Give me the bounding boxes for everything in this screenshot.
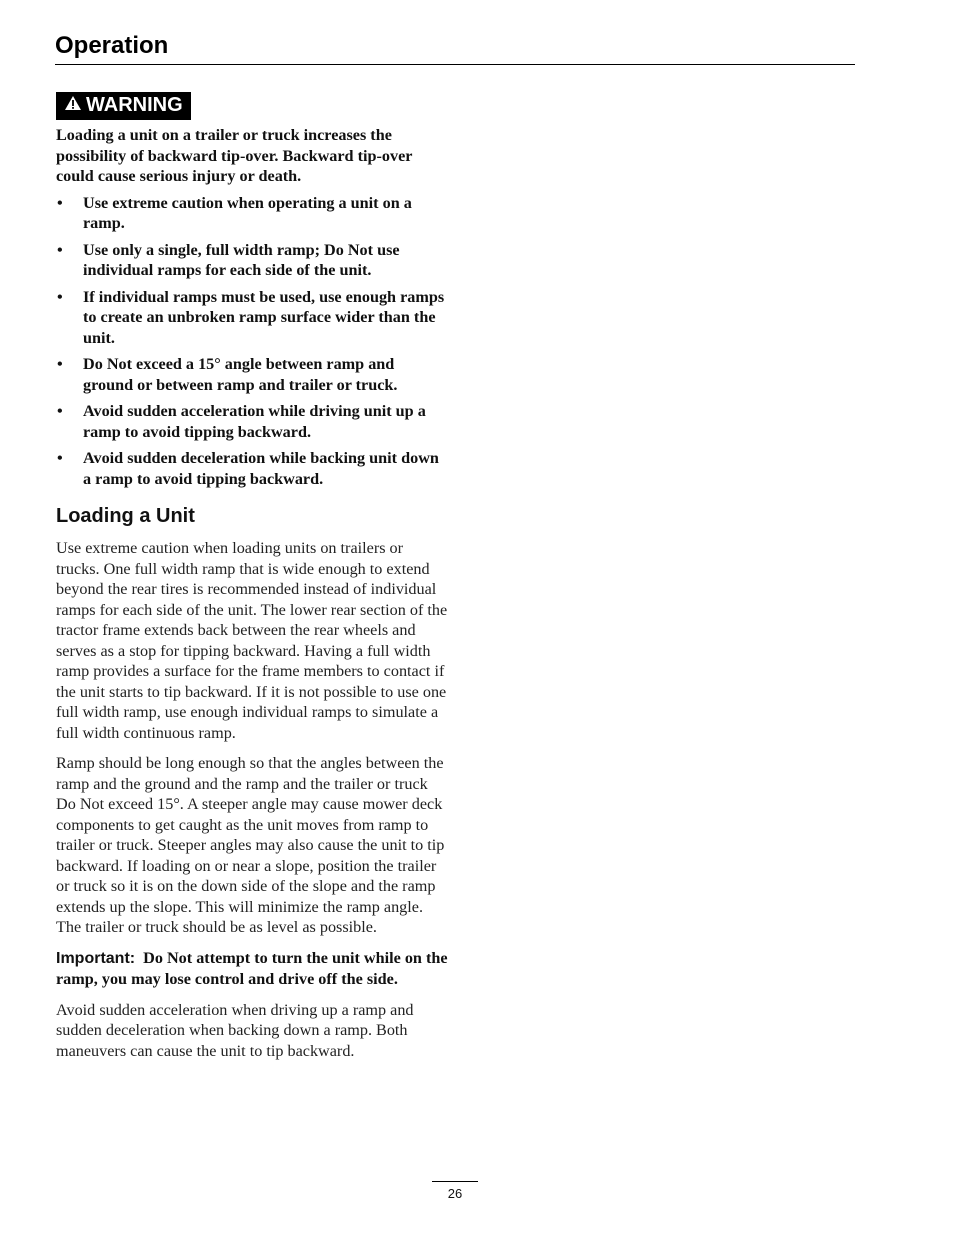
bullet-icon: • — [57, 355, 63, 373]
warning-item — [56, 354, 448, 395]
bullet-icon: • — [57, 193, 63, 212]
important-text: Do Not attempt to turn the unit while on the ramp, you may lose control and drive off the side. — [56, 948, 448, 988]
bullet-icon: • — [57, 449, 63, 467]
body-paragraph-3: Avoid sudden acceleration when driving up a ramp and sudden deceleration when backing down a ramp. Both maneuvers can cause the unit to tip backward. — [56, 1000, 414, 1060]
page-title: Operation — [55, 32, 169, 59]
body-paragraph-1: Use extreme caution when loading units on trailers or trucks. One full width ramp that is wide enough to extend beyond the rear tires is recommended instead of individual ramps for each side of the unit. The lower rear section of the tractor frame extends back between the rear wheels and serves as a stop for tipping backward. Having a full width ramp provides a surface for the frame members to contact if the unit starts to tip backward. If it is not possible to use one full width ramp, use enough individual ramps to simulate a full width continuous ramp. — [56, 539, 448, 742]
warning-item — [56, 448, 448, 489]
bullet-icon: • — [57, 240, 63, 259]
warning-item-text: Use extreme caution when operating a unit on a ramp. — [83, 193, 412, 232]
warning-item-text: Avoid sudden acceleration while driving unit up a ramp to avoid tipping backward. — [83, 402, 426, 441]
warning-item — [56, 401, 448, 442]
warning-intro: Loading a unit on a trailer or truck increases the possibility of backward tip-over. Backward tip-over could cause serious injury or death. — [56, 126, 413, 185]
warning-triangle-icon — [64, 94, 86, 117]
bullet-icon: • — [57, 402, 63, 420]
footer-divider — [432, 1181, 478, 1182]
important-note — [56, 948, 448, 990]
header-divider — [55, 64, 855, 65]
warning-list — [56, 193, 448, 490]
bullet-icon: • — [57, 287, 63, 306]
page-number: 26 — [447, 1186, 463, 1201]
warning-badge — [56, 92, 191, 120]
warning-label: WARNING — [86, 94, 183, 116]
warning-item — [56, 193, 448, 234]
body-paragraph-2: Ramp should be long enough so that the angles between the ramp and the ground and the ramp and the trailer or truck Do Not exceed 15°. A steeper angle may cause mower deck components to get caught as the unit moves from ramp to trailer or truck. Steeper angles may also cause the unit to tip backward. If loading on or near a slope, position the trailer or truck so it is on the down side of the slope and the ramp extends up the slope. This will minimize the ramp angle. The trailer or truck should be as level as possible. — [56, 754, 445, 936]
warning-item-text: Avoid sudden deceleration while backing unit down a ramp to avoid tipping backward. — [83, 449, 439, 488]
warning-item-text: Use only a single, full width ramp; Do Not use individual ramps for each side of the unit. — [83, 240, 400, 279]
content-column — [56, 92, 448, 1071]
section-title: Loading a Unit — [56, 505, 195, 527]
warning-item-text: Do Not exceed a 15° angle between ramp and ground or between ramp and trailer or truck. — [83, 355, 398, 394]
warning-item-text: If individual ramps must be used, use enough ramps to create an unbroken ramp surface wider than the unit. — [83, 287, 445, 347]
important-label: Important: — [56, 949, 136, 967]
warning-item — [56, 240, 448, 281]
warning-item — [56, 287, 448, 349]
